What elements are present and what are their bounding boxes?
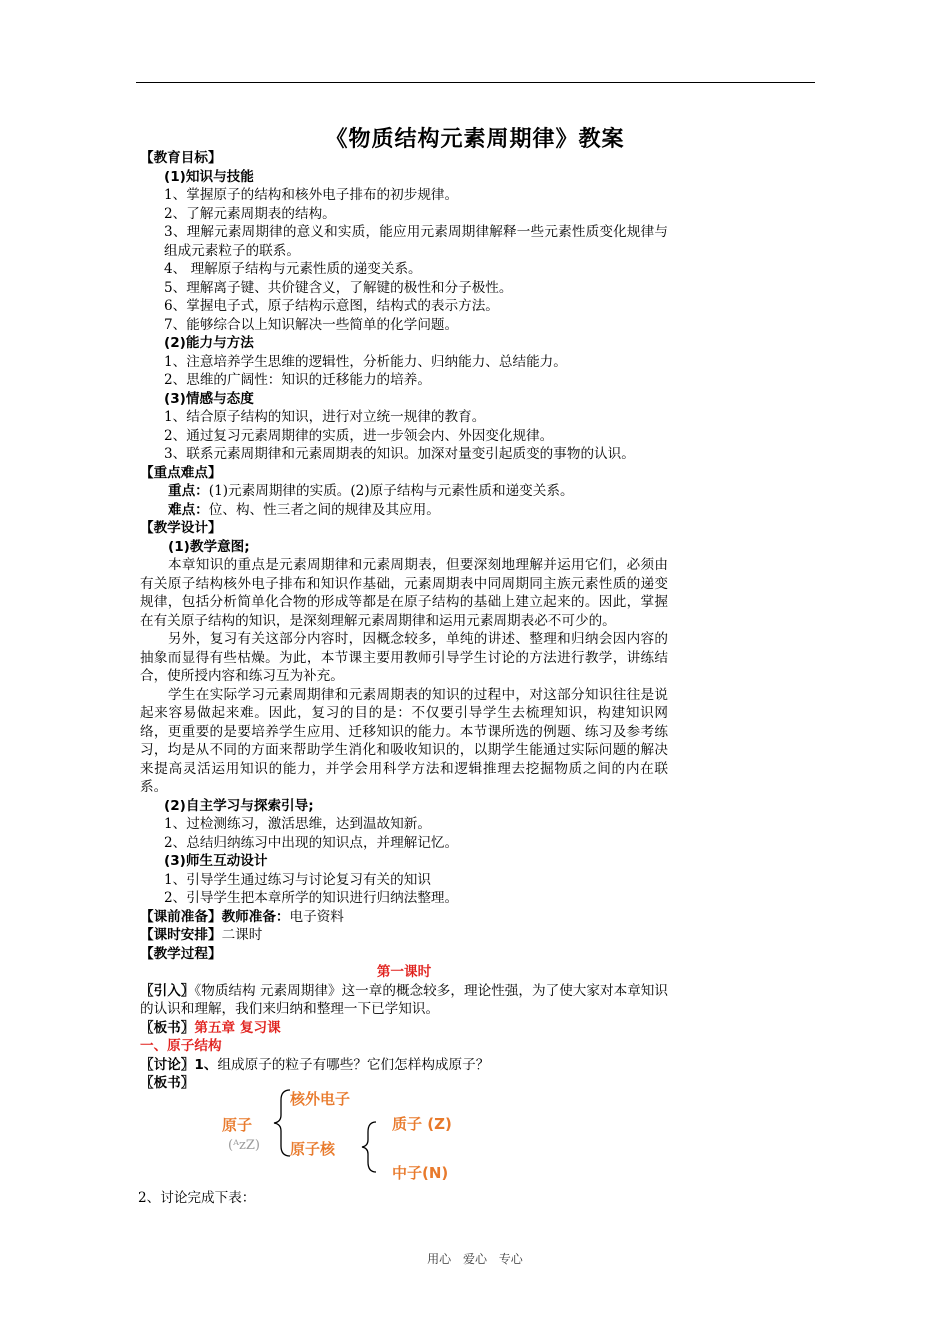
hard-text: 位、构、性三者之间的规律及其应用。 — [208, 501, 440, 518]
interaction-item: 1、引导学生通过练习与讨论复习有关的知识 — [164, 871, 431, 888]
hard-point-line — [140, 501, 668, 520]
ability-item: 1、注意培养学生思维的逻辑性，分析能力、归纳能力、总结能力。 — [164, 353, 567, 370]
hard-label: 难点： — [168, 501, 209, 518]
interaction-item: 2、引导学生把本章所学的知识进行归纳法整理。 — [164, 890, 459, 906]
atom-label: 原子 — [222, 1116, 253, 1134]
lesson-title: 第一课时 — [376, 964, 432, 980]
atom-notation: (ᴬzZ) — [228, 1138, 260, 1153]
nucleus-label: 原子核 — [290, 1140, 336, 1158]
schedule-heading: 【课时安排】 — [140, 927, 222, 943]
atom-structure-diagram — [140, 1080, 540, 1190]
chapter-title: 第五章 复习课 — [194, 1019, 281, 1036]
board-tag: 〖板书〗 — [140, 1019, 195, 1036]
section-title: 一、原子结构 — [140, 1038, 222, 1054]
design-paragraph: 学生在实际学习元素周期律和元素周期表的知识的过程中，对这部分知识往往是说起来容易做起来难。因此，复习的目的是：不仅要引导学生去梳理知识，构建知识网络，更重要的是要培养学生应用、迁移知识的能力。本节课所选的例题、练习及参考练习，均是从不同的方面来帮助学生消化和吸收知识的，以期学生能通过实际问题的解决来提高灵活运用知识的能力，并学会用科学方法和逻辑推理去挖掘物质之间的内在联系。 — [140, 686, 668, 795]
attitude-item: 1、结合原子结构的知识，进行对立统一规律的教育。 — [164, 409, 486, 425]
document-body — [140, 149, 668, 1093]
discuss-number: 1、 — [194, 1056, 218, 1073]
design-heading: 【教学设计】 — [140, 520, 222, 536]
knowledge-item: 5、理解离子键、共价键含义，了解键的极性和分子极性。 — [164, 279, 513, 296]
design-paragraph: 本章知识的重点是元素周期律和元素周期表，但要深刻地理解并运用它们，必须由有关原子结构核外电子排布和知识作基础，元素周期表中同周期同主族元素性质的递变规律，包括分析简单化合物的形成等都是在原子结构的基础上建立起来的。因此，掌握在有关原子结构的知识，是深刻理解元素周期律和运用元素周期表必不可少的。 — [140, 557, 668, 629]
knowledge-item: 2、了解元素周期表的结构。 — [164, 205, 336, 222]
intent-heading: (1)教学意图; — [168, 538, 250, 555]
prep-line — [140, 908, 668, 927]
interaction-heading: (3)师生互动设计 — [164, 853, 268, 869]
intro-text: 《物质结构 元素周期律》这一章的概念较多，理论性强，为了使大家对本章知识的认识和理解，我们来归纳和整理一下已学知识。 — [140, 982, 669, 1017]
key-point-line — [140, 482, 668, 501]
intro-tag: 〖引入〗 — [140, 982, 195, 999]
ability-item: 2、思维的广阔性：知识的迁移能力的培养。 — [164, 372, 431, 388]
self-study-item: 2、总结归纳练习中出现的知识点，并理解记忆。 — [164, 834, 459, 851]
knowledge-item: 1、掌握原子的结构和核外电子排布的初步规律。 — [164, 187, 459, 203]
board-line — [140, 1019, 668, 1038]
attitude-item: 3、联系元素周期律和元素周期表的知识。加深对量变引起质变的事物的认识。 — [164, 446, 635, 462]
board-tag-2: 〖板书〗 — [140, 1075, 195, 1091]
goals-heading: 【教育目标】 — [140, 150, 222, 166]
neutron-label: 中子(N) — [392, 1164, 449, 1182]
schedule-text: 二课时 — [221, 927, 263, 943]
prep-label: 教师准备： — [221, 908, 290, 925]
header-rule — [136, 82, 815, 83]
attitude-item: 2、通过复习元素周期律的实质，进一步领会内、外因变化规律。 — [164, 427, 554, 444]
page-footer: 用心 爱心 专心 — [427, 1252, 523, 1266]
outer-brace — [274, 1090, 290, 1156]
schedule-line — [140, 926, 668, 945]
process-heading: 【教学过程】 — [140, 945, 222, 962]
inner-brace — [362, 1122, 376, 1172]
self-study-item: 1、过检测练习，激活思维，达到温故知新。 — [164, 816, 431, 832]
knowledge-item: 6、掌握电子式，原子结构示意图，结构式的表示方法。 — [164, 298, 499, 314]
discuss-2-line: 2、讨论完成下表： — [138, 1190, 256, 1206]
key-text: (1)元素周期律的实质。(2)原子结构与元素性质和递变关系。 — [208, 483, 574, 499]
knowledge-heading: (1)知识与技能 — [164, 168, 254, 185]
discuss-line — [140, 1056, 668, 1075]
knowledge-item: 4、 理解原子结构与元素性质的递变关系。 — [164, 261, 422, 277]
knowledge-item: 7、能够综合以上知识解决一些简单的化学问题。 — [164, 316, 459, 333]
self-study-heading: (2)自主学习与探索引导; — [164, 797, 314, 814]
proton-label: 质子 (Z) — [392, 1115, 452, 1133]
key-label: 重点： — [168, 483, 209, 499]
design-paragraph: 另外，复习有关这部分内容时，因概念较多，单纯的讲述、整理和归纳会因内容的抽象而显得有些枯燥。为此，本节课主要用教师引导学生讨论的方法进行教学，讲练结合，使所授内容和练习互为补充。 — [140, 631, 668, 684]
attitude-heading: (3)情感与态度 — [164, 390, 254, 407]
ability-heading: (2)能力与方法 — [164, 335, 254, 351]
intro-paragraph — [140, 982, 668, 1019]
electrons-label: 核外电子 — [290, 1090, 351, 1108]
knowledge-item: 3、理解元素周期律的意义和实质，能应用元素周期律解释一些元素性质变化规律与组成元素粒子的联系。 — [164, 224, 668, 259]
page-title: 《物质结构元素周期律》教案 — [325, 127, 625, 152]
key-points-heading: 【重点难点】 — [140, 464, 222, 481]
discuss-text: 组成原子的粒子有哪些？它们怎样构成原子？ — [217, 1056, 490, 1073]
discuss-tag: 〖讨论〗 — [140, 1056, 195, 1073]
prep-heading: 【课前准备】 — [140, 908, 222, 925]
prep-text: 电子资料 — [289, 908, 344, 925]
